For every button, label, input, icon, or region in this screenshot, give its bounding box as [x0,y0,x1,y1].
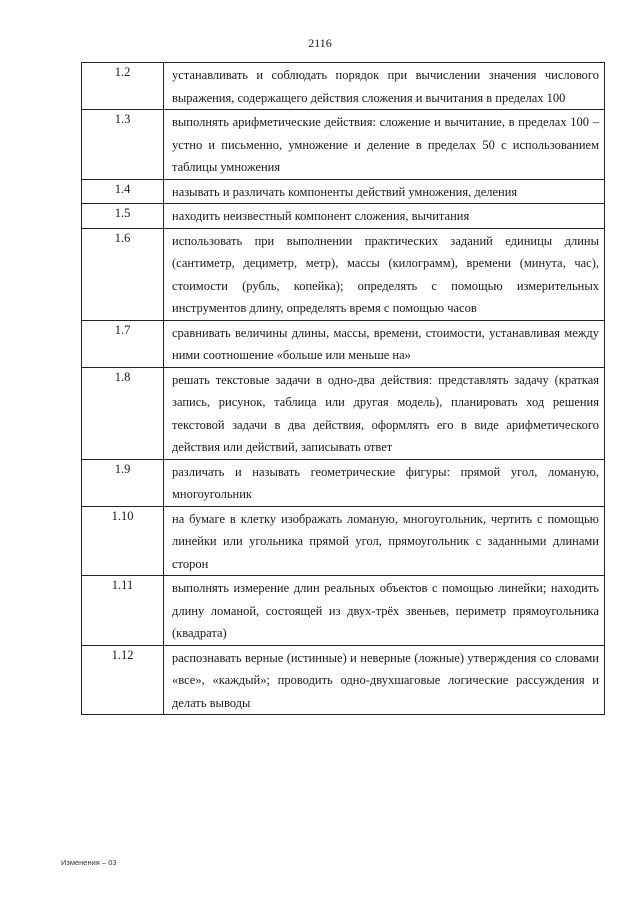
revision-footer: Изменения – 03 [61,858,117,867]
item-number: 1.6 [82,228,164,320]
item-number: 1.9 [82,459,164,506]
table-row [82,645,605,715]
table-row [82,63,605,110]
item-text: распознавать верные (истинные) и неверные (ложные) утверждения со словами «все», «каждый»; проводить одно-двухшаговые логические рассуждения и делать выводы [164,645,605,715]
table-row [82,320,605,367]
item-number: 1.2 [82,63,164,110]
item-text: решать текстовые задачи в одно-два действия: представлять задачу (краткая запись, рисунок, таблица или другая модель), планировать ход решения текстовой задачи в два действия, оформлять его в виде арифметического действия или действий, записывать ответ [164,367,605,459]
item-number: 1.4 [82,179,164,204]
table-row [82,459,605,506]
item-number: 1.8 [82,367,164,459]
table-row [82,110,605,180]
page-number: 2116 [308,36,332,50]
item-text: различать и называть геометрические фигуры: прямой угол, ломаную, многоугольник [164,459,605,506]
item-text: выполнять измерение длин реальных объектов с помощью линейки; находить длину ломаной, состоящей из двух-трёх звеньев, периметр прямоугольника (квадрата) [164,576,605,646]
item-number: 1.10 [82,506,164,576]
table-row [82,228,605,320]
item-number: 1.12 [82,645,164,715]
item-number: 1.11 [82,576,164,646]
table-row [82,179,605,204]
item-text: устанавливать и соблюдать порядок при вычислении значения числового выражения, содержащего действия сложения и вычитания в пределах 100 [164,63,605,110]
item-text: называть и различать компоненты действий умножения, деления [164,179,605,204]
table-row [82,367,605,459]
item-text: выполнять арифметические действия: сложение и вычитание, в пределах 100 – устно и письменно, умножение и деление в пределах 50 с использованием таблицы умножения [164,110,605,180]
item-number: 1.5 [82,204,164,229]
item-number: 1.7 [82,320,164,367]
item-number: 1.3 [82,110,164,180]
table-row [82,576,605,646]
requirements-table [81,62,605,715]
item-text: использовать при выполнении практических заданий единицы длины (сантиметр, дециметр, метр), массы (килограмм), времени (минута, час), стоимости (рубль, копейка); определять с помощью измерительных инструментов длину, определять время с помощью часов [164,228,605,320]
item-text: сравнивать величины длины, массы, времени, стоимости, устанавливая между ними соотношение «больше или меньше на» [164,320,605,367]
item-text: находить неизвестный компонент сложения, вычитания [164,204,605,229]
item-text: на бумаге в клетку изображать ломаную, многоугольник, чертить с помощью линейки или угольника прямой угол, прямоугольник с заданными длинами сторон [164,506,605,576]
table-row [82,506,605,576]
table-row [82,204,605,229]
